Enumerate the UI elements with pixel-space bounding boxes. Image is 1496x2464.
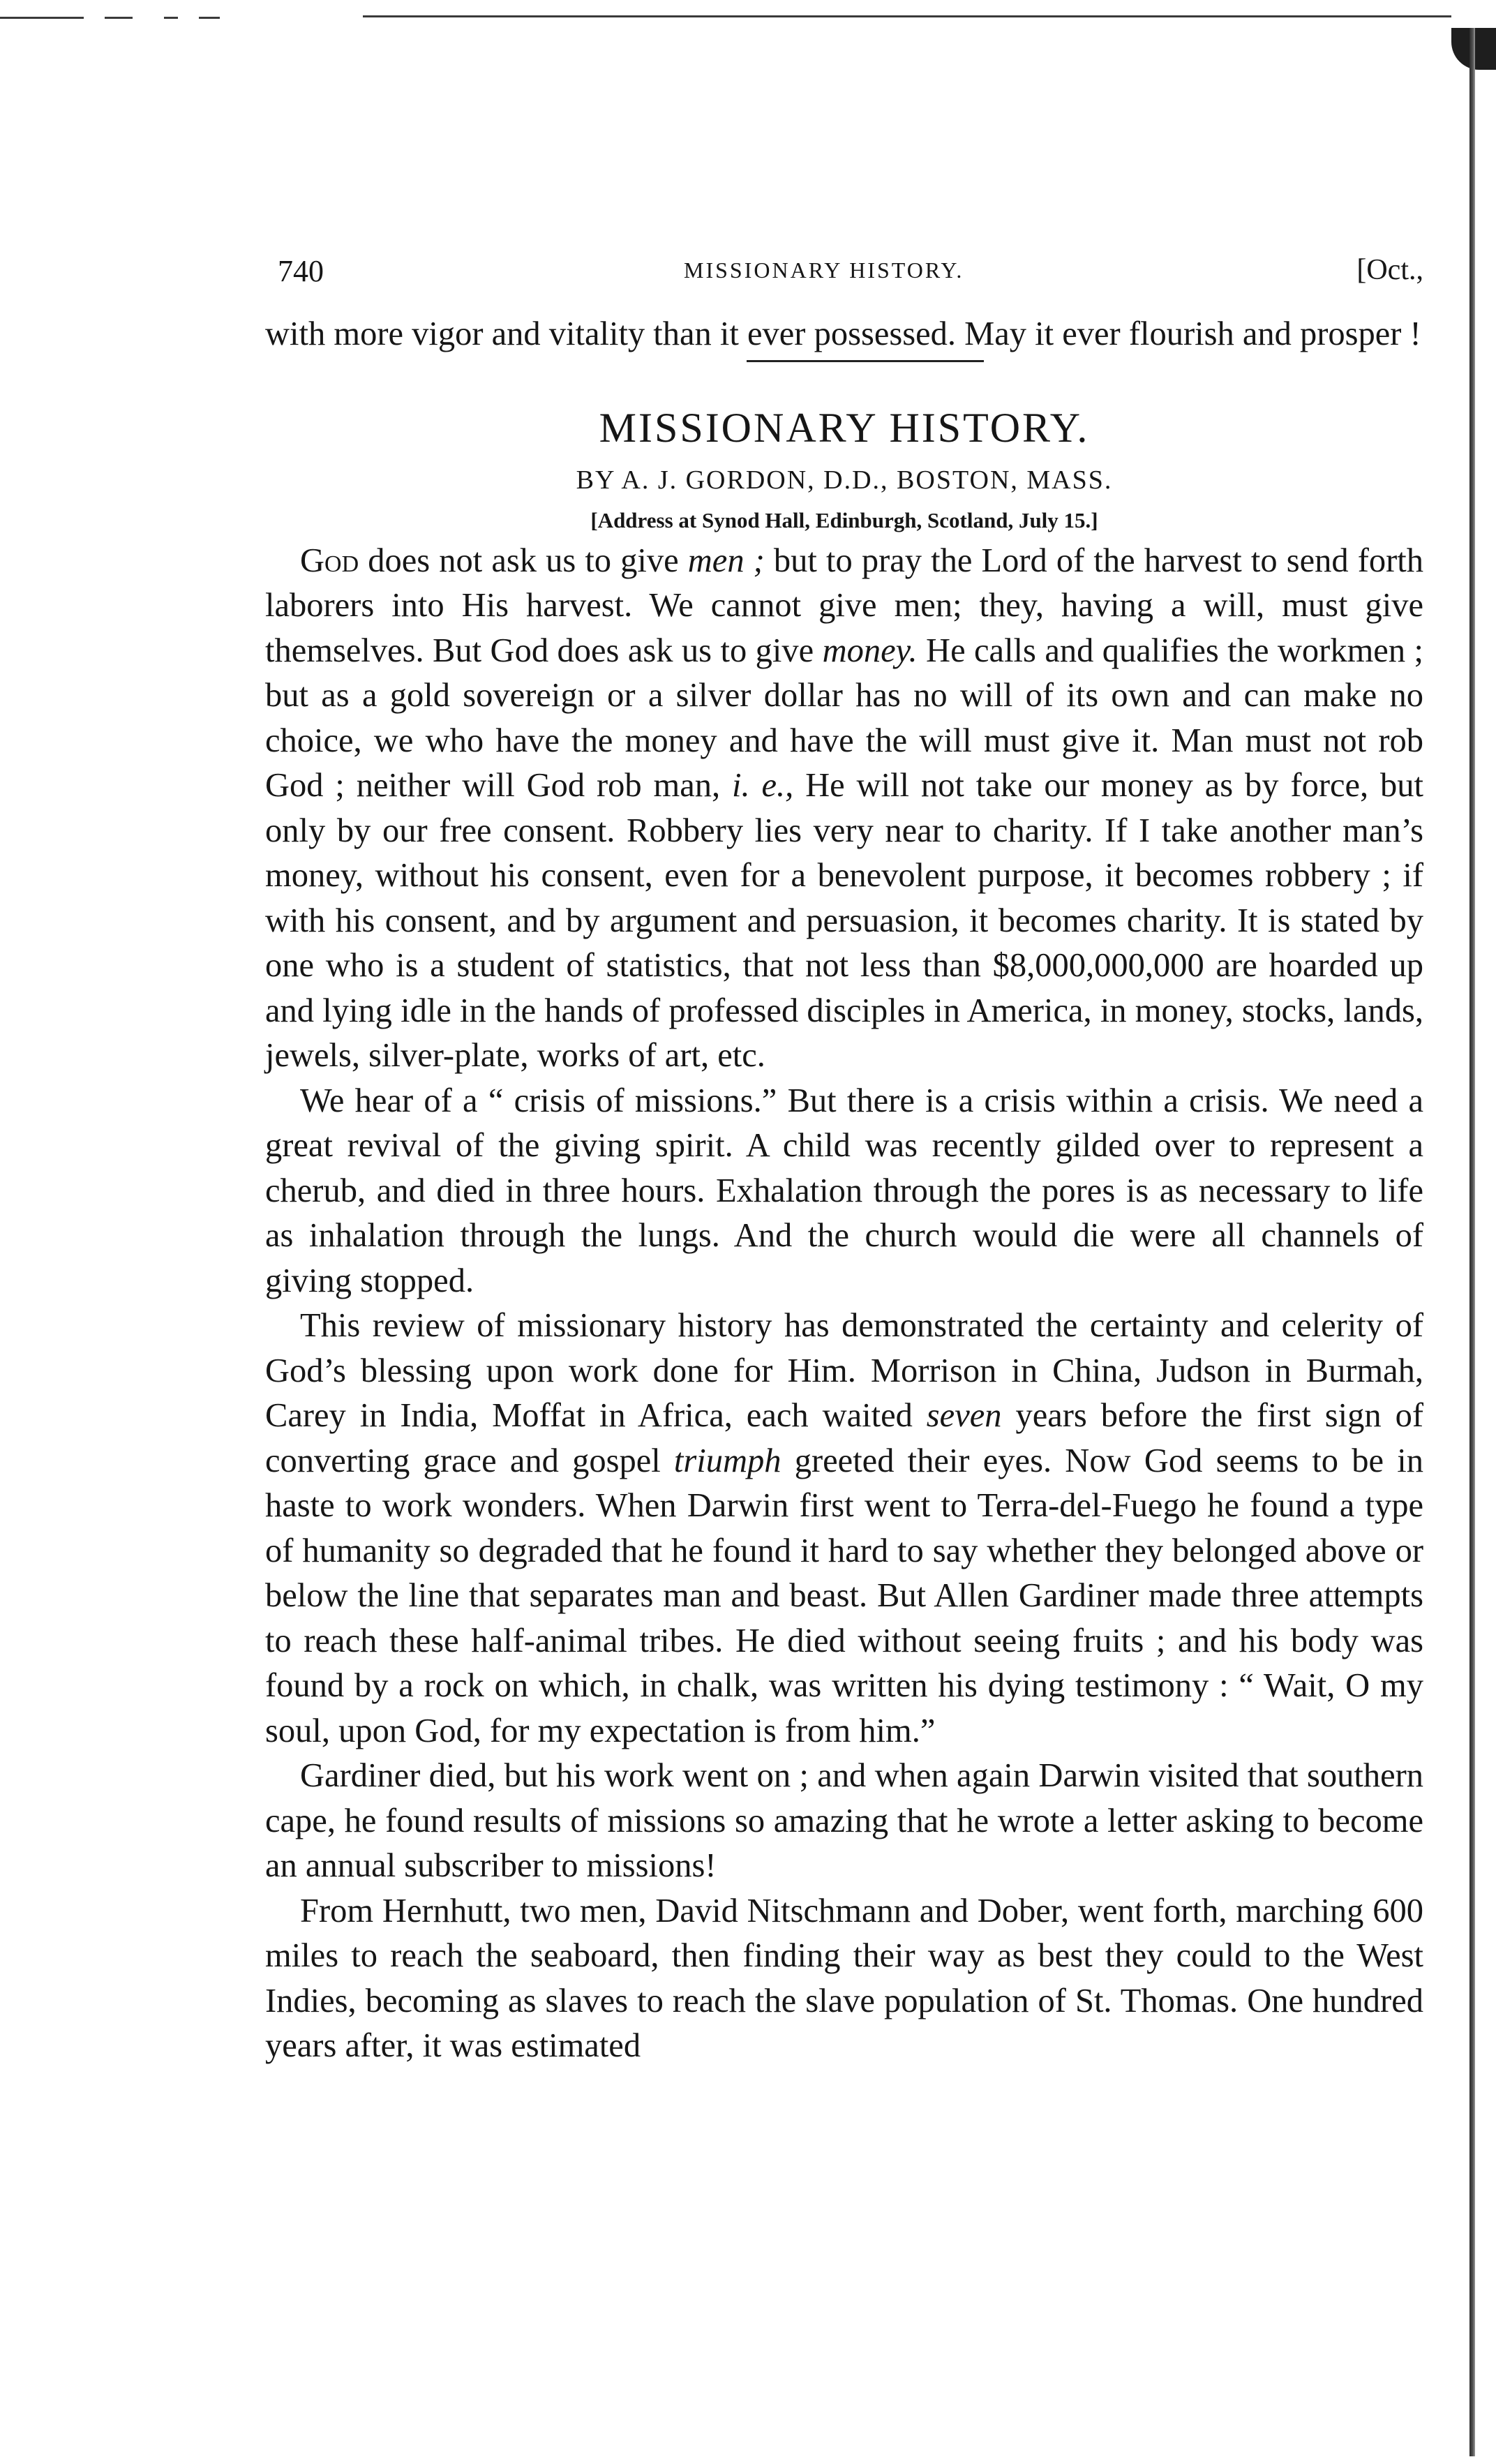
paragraph-3 — [265, 1304, 1423, 1754]
paragraph-3-text-c: greeted their eyes. Now God seems to be in haste to work wonders. When Darwin first went to Terra-del-Fuego he found a type of humanity so degraded that he found it hard to say whether they belonged above or below the line that separates man and beast. But Allen Gardiner made three attempts to reach these half-animal tribes. He died without seeing fruits ; and his body was found by a rock on which, in chalk, was written his dying testimony : “ Wait, O my soul, upon God, for my expectation is from him.” — [265, 1442, 1423, 1749]
paragraph-3-text-b: years before the first sign of converting grace and gospel — [265, 1397, 1423, 1479]
paragraph-2: We hear of a “ crisis of missions.” But there is a crisis within a crisis. We need a great revival of the giving spirit. A child was recently gilded over to represent a cherub, and died in three hours. Exhalation through the pores is as necessary to life as inhalation through the lungs. And the church would die were all channels of giving stopped. — [265, 1082, 1423, 1299]
scan-right-edge — [1469, 28, 1475, 2456]
paragraph-1-text-a: does not ask us to give — [359, 542, 688, 579]
paragraph-1-text-c: He calls and qualifies the workmen ; but as a gold sovereign or a silver dollar has no will of its own and can make no choice, we who have the money and have the will must give it. Man must not rob God ; neither will God rob man, — [265, 632, 1423, 804]
continuation-paragraph: with more vigor and vitality than it ever possessed. May it ever flourish and prosper ! — [265, 315, 1421, 352]
paragraph-1-emphasis-a: men ; — [687, 542, 765, 579]
paragraph-3-emphasis-b: triumph — [673, 1442, 781, 1479]
article-address: [Address at Synod Hall, Edinburgh, Scotland, July 15.] — [590, 507, 1098, 532]
opening-word: God — [300, 542, 359, 579]
paragraph-1-text-b: but to pray the Lord of the harvest to send forth laborers into His harvest. We cannot give men; they, having a will, must give themselves. But God does ask us to give — [265, 542, 1423, 669]
paragraph-1 — [265, 539, 1423, 1079]
article-title: MISSIONARY HISTORY. — [599, 404, 1090, 451]
running-month: [Oct., — [1356, 254, 1423, 286]
paragraph-3-text-a: This review of missionary history has demonstrated the certainty and celerity of God’s blessing upon work done for Him. Morrison in China, Judson in Burmah, Carey in India, Moffat in Africa, each waited — [265, 1307, 1423, 1434]
running-title: MISSIONARY HISTORY. — [684, 257, 964, 283]
page — [265, 248, 1423, 2069]
page-header — [265, 248, 1423, 297]
paragraph-1-text-d: He will not take our money as by force, but only by our free consent. Robbery lies very near to charity. If I take another man’s money, without his consent, even for a benevolent purpose, it becomes robbery ; if with his consent, and by argument and persuasion, it becomes charity. It is stated by one who is a student of statistics, that not less than $8,000,000,000 are hoarded up and lying idle in the hands of professed disciples in America, in money, stocks, lands, jewels, silver-plate, works of art, etc. — [265, 767, 1423, 1074]
paragraph-5: From Hernhutt, two men, David Nitschmann and Dober, went forth, marching 600 miles to reach the seaboard, then finding their way as best they could to the West Indies, becoming as slaves to reach the slave population of St. Thomas. One hundred years after, it was estimated — [265, 1892, 1423, 2064]
article-byline: BY A. J. GORDON, D.D., BOSTON, MASS. — [576, 465, 1113, 495]
section-divider — [747, 360, 984, 362]
paragraph-1-emphasis-b: money. — [822, 632, 918, 669]
paragraph-1-emphasis-c: i. e., — [732, 767, 794, 804]
paragraph-4: Gardiner died, but his work went on ; and when again Darwin visited that southern cape, he found results of missions so amazing that he wrote a letter asking to become an annual subscriber to missions! — [265, 1757, 1423, 1884]
paragraph-3-emphasis-a: seven — [926, 1397, 1002, 1434]
scan-top-edge — [0, 15, 1496, 20]
page-number: 740 — [278, 254, 324, 288]
